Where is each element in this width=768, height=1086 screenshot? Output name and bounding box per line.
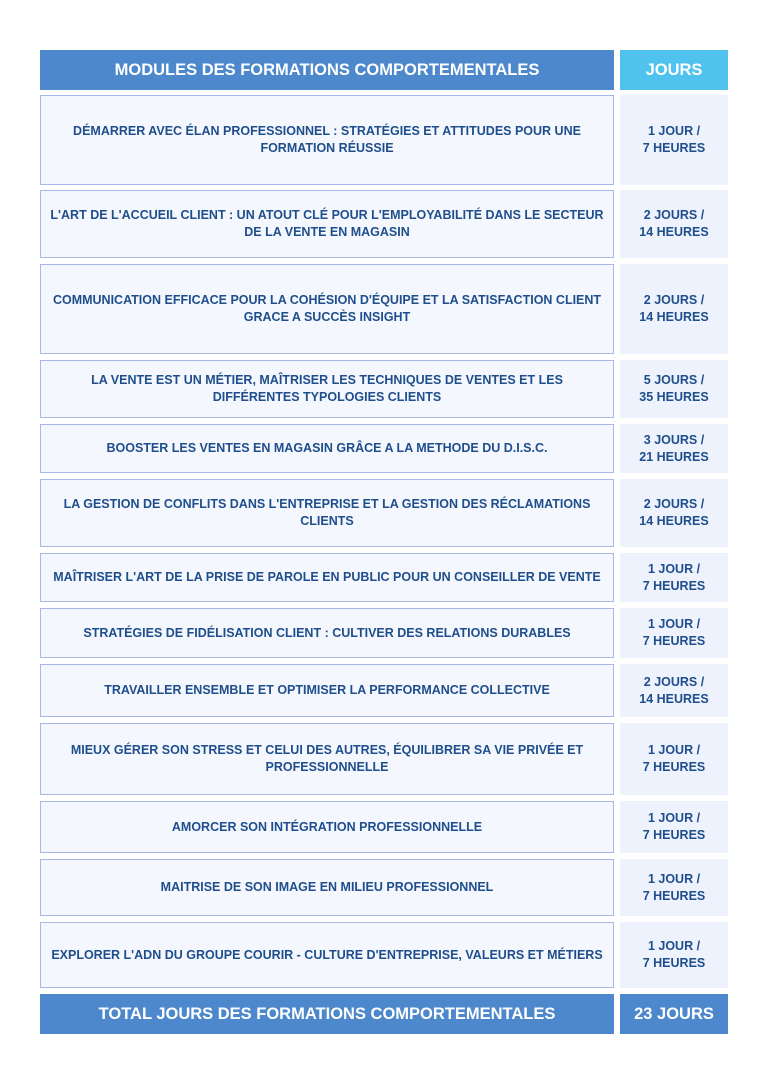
days-line: 2 JOURS /	[643, 674, 705, 689]
days-line: 3 JOURS /	[643, 432, 705, 447]
days-line: 1 JOUR /	[647, 743, 701, 757]
table-row	[40, 264, 728, 354]
days-line: 1 JOUR /	[647, 124, 701, 138]
module-cell: DÉMARRER AVEC ÉLAN PROFESSIONNEL : STRATÉGIES ET ATTITUDES POUR UNE FORMATION RÉUSSIE	[40, 95, 614, 185]
table-header	[40, 50, 728, 90]
module-cell: MIEUX GÉRER SON STRESS ET CELUI DES AUTRES, ÉQUILIBRER SA VIE PRIVÉE ET PROFESSIONNELLE	[40, 723, 614, 795]
days-cell	[620, 664, 728, 717]
module-cell: COMMUNICATION EFFICACE POUR LA COHÉSION D'ÉQUIPE ET LA SATISFACTION CLIENT GRACE A SUCCÈS INSIGHT	[40, 264, 614, 354]
hours-line: 14 HEURES	[639, 310, 709, 324]
table-row	[40, 801, 728, 853]
table-row	[40, 95, 728, 185]
hours-line: 7 HEURES	[642, 956, 706, 970]
table-row	[40, 608, 728, 658]
hours-line: 7 HEURES	[642, 141, 706, 155]
hours-line: 7 HEURES	[642, 828, 706, 842]
days-cell	[620, 479, 728, 547]
days-line: 1 JOUR /	[647, 561, 701, 576]
hours-line: 35 HEURES	[639, 390, 709, 404]
table-row	[40, 479, 728, 547]
days-line: 1 JOUR /	[647, 811, 701, 825]
module-cell: LA VENTE EST UN MÉTIER, MAÎTRISER LES TECHNIQUES DE VENTES ET LES DIFFÉRENTES TYPOLOGIES CLIENTS	[40, 360, 614, 418]
hours-line: 7 HEURES	[642, 760, 706, 774]
module-cell: MAÎTRISER L'ART DE LA PRISE DE PAROLE EN PUBLIC POUR UN CONSEILLER DE VENTE	[40, 553, 614, 602]
module-cell: TRAVAILLER ENSEMBLE ET OPTIMISER LA PERFORMANCE COLLECTIVE	[40, 664, 614, 717]
module-cell: LA GESTION DE CONFLITS DANS L'ENTREPRISE ET LA GESTION DES RÉCLAMATIONS CLIENTS	[40, 479, 614, 547]
total-days: 23 JOURS	[620, 994, 728, 1034]
hours-line: 7 HEURES	[642, 888, 706, 903]
table-row	[40, 922, 728, 988]
days-cell	[620, 264, 728, 354]
days-cell	[620, 360, 728, 418]
days-cell	[620, 922, 728, 988]
table-row	[40, 723, 728, 795]
table-row	[40, 190, 728, 258]
days-line: 2 JOURS /	[643, 497, 705, 511]
table-row	[40, 664, 728, 717]
days-cell	[620, 801, 728, 853]
days-cell	[620, 553, 728, 602]
days-line: 1 JOUR /	[647, 617, 701, 631]
days-line: 2 JOURS /	[643, 208, 705, 222]
total-label: TOTAL JOURS DES FORMATIONS COMPORTEMENTALES	[40, 994, 614, 1034]
hours-line: 14 HEURES	[639, 691, 709, 706]
table-row	[40, 553, 728, 602]
table-row	[40, 859, 728, 916]
days-line: 5 JOURS /	[643, 373, 705, 387]
days-cell	[620, 95, 728, 185]
hours-line: 7 HEURES	[642, 578, 706, 593]
days-cell	[620, 859, 728, 916]
module-cell: L'ART DE L'ACCUEIL CLIENT : UN ATOUT CLÉ POUR L'EMPLOYABILITÉ DANS LE SECTEUR DE LA VENTE EN MAGASIN	[40, 190, 614, 258]
module-cell: EXPLORER L'ADN DU GROUPE COURIR - CULTURE D'ENTREPRISE, VALEURS ET MÉTIERS	[40, 922, 614, 988]
training-table	[40, 50, 728, 1034]
table-row	[40, 424, 728, 473]
header-days: JOURS	[620, 50, 728, 90]
header-modules: MODULES DES FORMATIONS COMPORTEMENTALES	[40, 50, 614, 90]
hours-line: 21 HEURES	[639, 449, 709, 464]
days-line: 1 JOUR /	[647, 871, 701, 886]
table-footer	[40, 994, 728, 1034]
days-line: 2 JOURS /	[643, 293, 705, 307]
module-cell: STRATÉGIES DE FIDÉLISATION CLIENT : CULTIVER DES RELATIONS DURABLES	[40, 608, 614, 658]
days-cell	[620, 608, 728, 658]
module-cell: BOOSTER LES VENTES EN MAGASIN GRÂCE A LA METHODE DU D.I.S.C.	[40, 424, 614, 473]
days-line: 1 JOUR /	[647, 939, 701, 953]
hours-line: 7 HEURES	[642, 634, 706, 648]
hours-line: 14 HEURES	[639, 514, 709, 528]
hours-line: 14 HEURES	[639, 225, 709, 239]
days-cell	[620, 723, 728, 795]
days-cell	[620, 424, 728, 473]
module-cell: MAITRISE DE SON IMAGE EN MILIEU PROFESSIONNEL	[40, 859, 614, 916]
module-cell: AMORCER SON INTÉGRATION PROFESSIONNELLE	[40, 801, 614, 853]
table-row	[40, 360, 728, 418]
days-cell	[620, 190, 728, 258]
